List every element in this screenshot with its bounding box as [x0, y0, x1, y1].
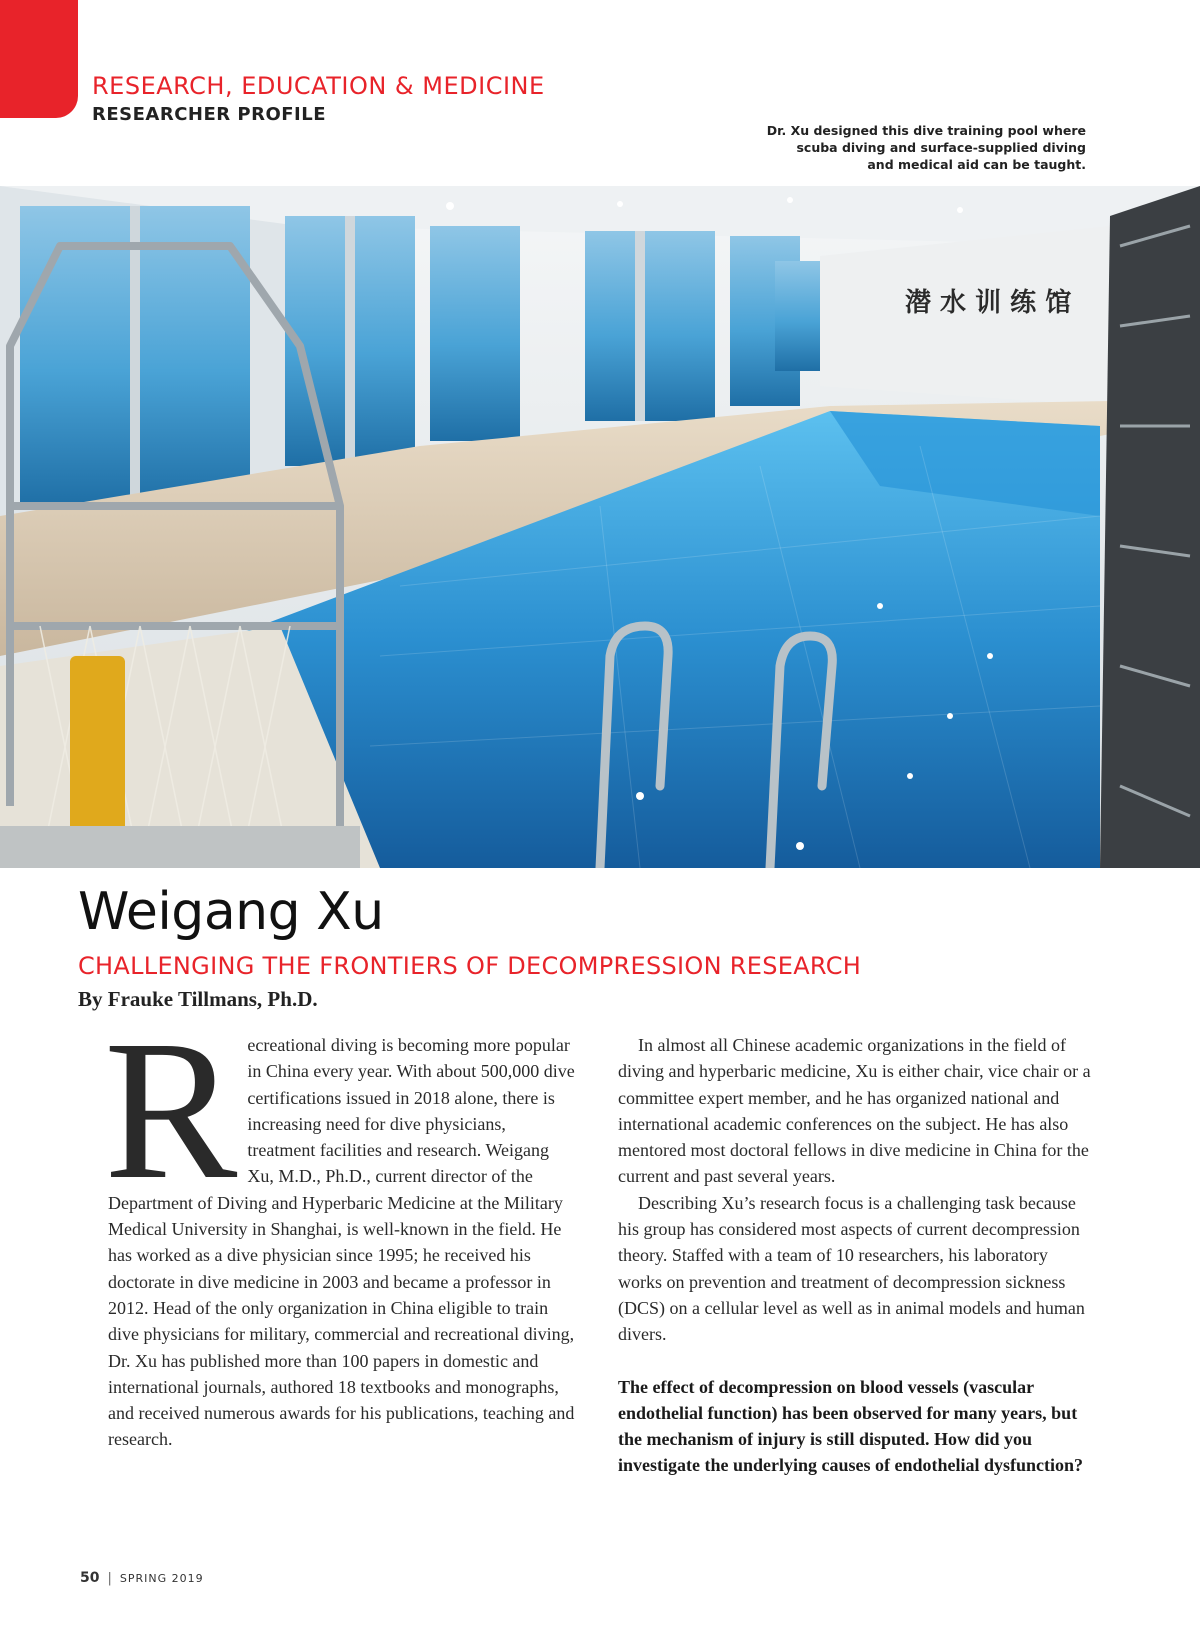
article-column-right	[618, 1032, 1092, 1479]
subsection-title: RESEARCHER PROFILE	[92, 104, 327, 125]
pool-photo	[0, 186, 1200, 868]
footer-separator: |	[107, 1571, 112, 1586]
drop-cap: R	[104, 1000, 238, 1221]
body-paragraph: In almost all Chinese academic organizations in the field of diving and hyperbaric medicine, Xu is either chair, vice chair or a committee expert member, and he has organized national and international academic conferences on the subject. He has also mentored most doctoral fellows in dive medicine in China for the current and past several years.	[618, 1035, 1091, 1187]
intro-paragraph: ecreational diving is becoming more popular in China every year. With about 500,000 dive certifications issued in 2018 alone, there is increasing need for dive physicians, treatment facilities and research. Weigang Xu, M.D., Ph.D., current director of the Department of Diving and Hyperbaric Medicine at the Military Medical University in Shanghai, is well-known in the field. He has worked as a dive physician since 1995; he received his doctorate in dive medicine in 2003 and became a professor in 2012. Head of the only organization in China eligible to train dive physicians for military, commercial and recreational diving, Dr. Xu has published more than 100 papers in domestic and international journals, authored 18 textbooks and monographs, and received numerous awards for his publications, teaching and research.	[108, 1035, 575, 1450]
page-footer	[80, 1570, 204, 1586]
article-column-left	[104, 1000, 578, 1453]
interview-question: The effect of decompression on blood vessels (vascular endothelial function) has been observed for many years, but the mechanism of injury is still disputed. How did you investigate the underlying causes of endothelial dysfunction?	[618, 1376, 1084, 1476]
section-color-tab	[0, 0, 78, 118]
article-title: Weigang Xu	[78, 882, 384, 942]
pool-wall-sign: 潜 水 训 练 馆	[905, 288, 1072, 318]
article-tagline: CHALLENGING THE FRONTIERS OF DECOMPRESSION RESEARCH	[78, 952, 862, 980]
article-byline: By Frauke Tillmans, Ph.D.	[78, 987, 318, 1011]
page-number: 50	[80, 1570, 100, 1586]
photo-caption: Dr. Xu designed this dive training pool where scuba diving and surface-supplied diving and medical aid can be taught.	[766, 123, 1086, 172]
body-paragraph: Describing Xu’s research focus is a challenging task because his group has considered most aspects of current decompression theory. Staffed with a team of 10 researchers, his laboratory works on prevention and treatment of decompression sickness (DCS) on a cellular level as well as in animal models and human divers.	[618, 1192, 1085, 1345]
section-title: RESEARCH, EDUCATION & MEDICINE	[92, 72, 545, 100]
issue-label: SPRING 2019	[119, 1572, 204, 1585]
